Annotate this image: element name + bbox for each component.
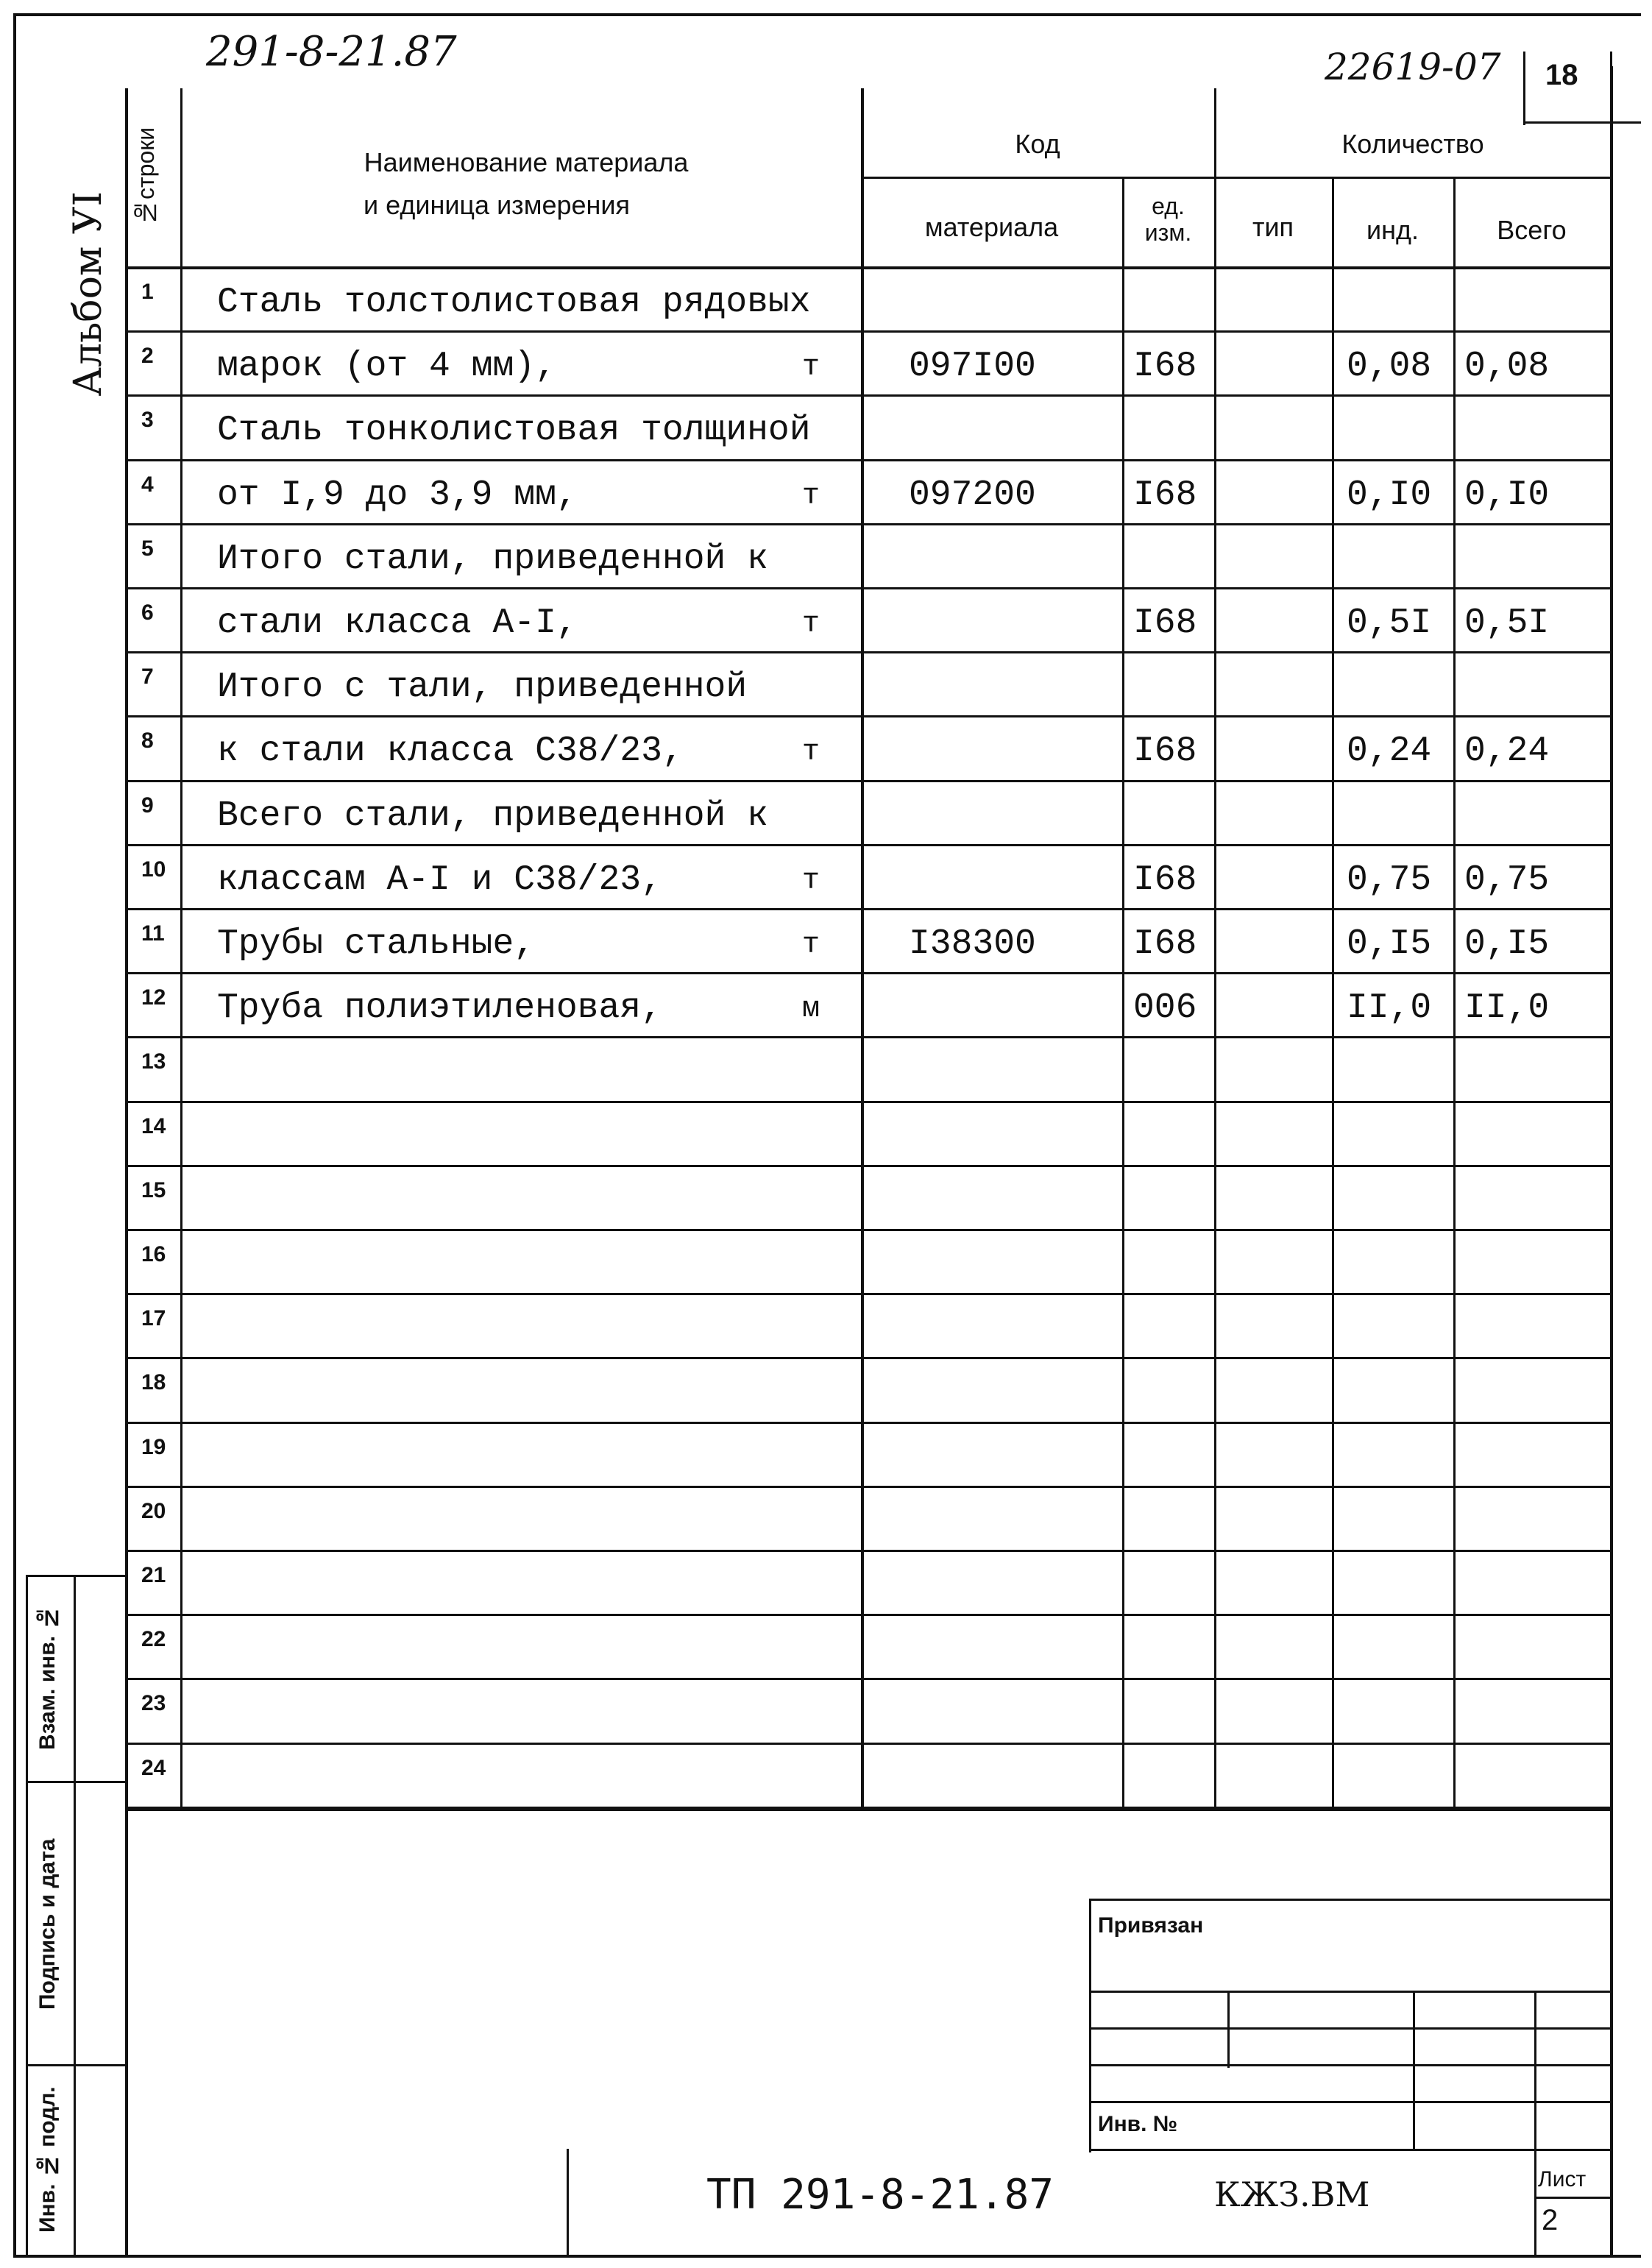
- sub-code: КЖЗ.ВМ: [1214, 2175, 1370, 2214]
- top-right-box-right: [1610, 52, 1612, 125]
- row-material-name: Сталь тонколистовая толщиной: [217, 411, 811, 451]
- album-label: Альбом УI: [66, 191, 110, 397]
- table-row: [0, 266, 1652, 331]
- list-value: 2: [1542, 2204, 1559, 2236]
- table-row: [0, 972, 1652, 1037]
- inv-no-label: Инв. №: [1098, 2112, 1178, 2136]
- row-material-name: Итого с тали, приведенной: [217, 667, 748, 708]
- row-number: 8: [141, 729, 154, 754]
- table-row: [0, 1678, 1652, 1743]
- row-unit: т: [802, 864, 820, 898]
- row-material-name: Труба полиэтиленовая,: [217, 988, 662, 1029]
- top-right-box-bottom: [1523, 121, 1641, 124]
- header-subline: [861, 177, 1612, 179]
- row-ed-izm: 006: [1133, 988, 1197, 1029]
- table-row: [0, 394, 1652, 459]
- row-material-name: марок (от 4 мм),: [217, 347, 556, 387]
- stamp-zam-inv: Взам. инв. №: [35, 1605, 60, 1751]
- row-ind: II,0: [1347, 988, 1432, 1029]
- row-material-name: от I,9 до 3,9 мм,: [217, 475, 578, 515]
- row-ed-izm: I68: [1133, 347, 1197, 387]
- col-header-tip: тип: [1252, 212, 1294, 242]
- table-row: [0, 1101, 1652, 1166]
- row-material-name: Всего стали, приведенной к: [217, 795, 768, 836]
- row-unit: т: [802, 479, 820, 513]
- tb-main-left: [567, 2149, 569, 2255]
- frame-left-bottom: [125, 1781, 128, 2258]
- table-row: [0, 1422, 1652, 1486]
- table-row: [0, 1229, 1652, 1294]
- row-ind: 0,I0: [1347, 475, 1432, 515]
- privyazan-label: Привязан: [1098, 1913, 1204, 1938]
- row-material-name: Сталь толстолистовая рядовых: [217, 283, 811, 322]
- row-material-code: I38300: [909, 924, 1036, 964]
- row-number: 9: [141, 793, 154, 818]
- tb-vert-2: [1413, 1991, 1415, 2149]
- row-number: 7: [141, 665, 154, 690]
- row-ind: 0,I5: [1347, 924, 1432, 964]
- table-row: [0, 1293, 1652, 1358]
- row-vsego: II,0: [1464, 988, 1550, 1029]
- list-label: Лист: [1538, 2167, 1587, 2191]
- row-ed-izm: I68: [1133, 924, 1197, 964]
- table-bottom-line: [125, 1808, 1612, 1811]
- row-material-name: классам А-I и С38/23,: [217, 860, 662, 900]
- table-row: [0, 1357, 1652, 1422]
- row-number: 20: [141, 1498, 166, 1523]
- header-vline-name: [180, 88, 182, 269]
- tb-line-3: [1089, 2064, 1612, 2066]
- row-vsego: 0,08: [1464, 347, 1550, 387]
- table-row: [0, 1036, 1652, 1101]
- row-unit: т: [802, 351, 820, 385]
- frame-bottom: [13, 2255, 1641, 2258]
- tb-line-4: [1089, 2101, 1612, 2103]
- row-number: 12: [141, 985, 166, 1010]
- table-row: [0, 715, 1652, 780]
- row-unit: м: [802, 993, 820, 1027]
- table-row: [0, 1743, 1652, 1807]
- row-number: 17: [141, 1306, 166, 1331]
- table-row: [0, 1614, 1652, 1679]
- row-number: 22: [141, 1627, 166, 1652]
- row-number: 11: [141, 921, 165, 946]
- row-ind: 0,75: [1347, 860, 1432, 900]
- row-number: 19: [141, 1434, 166, 1459]
- table-row: [0, 459, 1652, 524]
- row-number: 14: [141, 1113, 166, 1138]
- ref-code-handwritten: 22619-07: [1325, 46, 1501, 88]
- row-ind: 0,24: [1347, 731, 1432, 772]
- col-header-material: материала: [924, 212, 1059, 242]
- row-vsego: 0,75: [1464, 860, 1550, 900]
- row-unit: т: [802, 929, 820, 962]
- table-row: [0, 780, 1652, 845]
- row-unit: т: [802, 736, 820, 770]
- row-number: 6: [141, 600, 154, 625]
- row-ed-izm: I68: [1133, 603, 1197, 643]
- stamp-podpis-data: Подпись и дата: [35, 1838, 60, 2010]
- tb-line-1: [1089, 1991, 1612, 1993]
- row-number: 18: [141, 1370, 166, 1395]
- row-material-name: к стали класса С38/23,: [217, 731, 684, 772]
- col-header-ind: инд.: [1366, 215, 1419, 245]
- row-vsego: 0,24: [1464, 731, 1550, 772]
- row-number: 13: [141, 1049, 166, 1074]
- row-ind: 0,5I: [1347, 603, 1432, 643]
- row-material-code: 097I00: [909, 347, 1036, 387]
- tb-outer-left: [1089, 1899, 1091, 2152]
- table-row: [0, 1165, 1652, 1230]
- row-vsego: 0,5I: [1464, 603, 1550, 643]
- col-header-ed-izm-1: ед.: [1152, 193, 1185, 219]
- col-header-kolichestvo: Количество: [1341, 129, 1484, 159]
- main-code: ТП 291-8-21.87: [706, 2171, 1054, 2219]
- row-number: 21: [141, 1563, 166, 1587]
- row-ed-izm: I68: [1133, 731, 1197, 772]
- tb-vert-3: [1534, 1991, 1536, 2255]
- row-number: 2: [141, 344, 154, 369]
- row-number: 15: [141, 1177, 166, 1202]
- col-header-kod: Код: [1015, 129, 1060, 159]
- table-row: [0, 844, 1652, 909]
- table-row: [0, 330, 1652, 395]
- row-number: 3: [141, 408, 154, 433]
- table-row: [0, 1486, 1652, 1551]
- stamp-div-2: [26, 2064, 127, 2066]
- table-row: [0, 523, 1652, 588]
- row-vsego: 0,I0: [1464, 475, 1550, 515]
- table-row: [0, 908, 1652, 973]
- row-ed-izm: I68: [1133, 475, 1197, 515]
- row-ind: 0,08: [1347, 347, 1432, 387]
- col-header-name-1: Наименование материала: [364, 147, 689, 177]
- row-number: 1: [141, 280, 154, 304]
- page-number: 18: [1545, 59, 1578, 91]
- row-number: 23: [141, 1691, 166, 1716]
- row-number: 4: [141, 472, 154, 497]
- stamp-inv-podl: Инв. № подл.: [35, 2086, 60, 2233]
- col-header-vsego: Всего: [1497, 215, 1567, 245]
- row-material-code: 097200: [909, 475, 1036, 515]
- col-header-name-2: и единица измерения: [363, 190, 630, 220]
- table-row: [0, 1550, 1652, 1615]
- doc-code-handwritten: 291-8-21.87: [206, 28, 457, 76]
- col-header-ed-izm-2: изм.: [1144, 219, 1192, 246]
- row-number: 16: [141, 1242, 166, 1266]
- tb-list-div: [1534, 2197, 1612, 2199]
- tb-line-5: [1089, 2149, 1612, 2151]
- tb-outer-top: [1089, 1899, 1612, 1901]
- row-material-name: Трубы стальные,: [217, 924, 536, 964]
- frame-top: [13, 13, 1641, 16]
- col-header-rownum: №строки: [132, 127, 159, 227]
- top-right-box-left: [1523, 52, 1525, 125]
- table-row: [0, 587, 1652, 652]
- row-vsego: 0,I5: [1464, 924, 1550, 964]
- tb-vert-1: [1227, 1991, 1230, 2068]
- row-number: 5: [141, 536, 154, 561]
- row-material-name: Итого стали, приведенной к: [217, 539, 768, 579]
- row-unit: т: [802, 608, 820, 641]
- row-material-name: стали класса А-I,: [217, 603, 578, 643]
- row-number: 10: [141, 857, 166, 882]
- tb-line-2: [1089, 2027, 1612, 2030]
- row-number: 24: [141, 1755, 166, 1780]
- row-ed-izm: I68: [1133, 860, 1197, 900]
- table-row: [0, 651, 1652, 716]
